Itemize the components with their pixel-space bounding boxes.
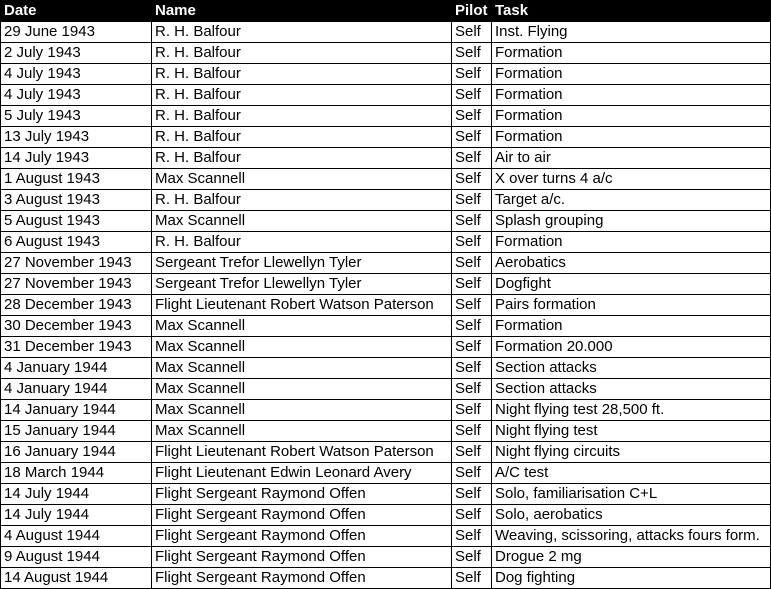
column-header-name: Name <box>152 1 452 22</box>
cell-name: R. H. Balfour <box>152 106 452 127</box>
cell-name: Flight Sergeant Raymond Offen <box>152 484 452 505</box>
cell-task: Weaving, scissoring, attacks fours form. <box>492 526 771 547</box>
cell-date: 6 August 1943 <box>1 232 152 253</box>
table-row <box>1 337 771 358</box>
cell-date: 3 August 1943 <box>1 190 152 211</box>
table-row <box>1 22 771 43</box>
cell-pilot: Self <box>452 253 492 274</box>
cell-pilot: Self <box>452 484 492 505</box>
cell-task: Formation <box>492 43 771 64</box>
cell-name: R. H. Balfour <box>152 232 452 253</box>
cell-date: 14 January 1944 <box>1 400 152 421</box>
cell-task: Section attacks <box>492 379 771 400</box>
cell-date: 1 August 1943 <box>1 169 152 190</box>
cell-pilot: Self <box>452 211 492 232</box>
cell-task: Splash grouping <box>492 211 771 232</box>
cell-name: R. H. Balfour <box>152 43 452 64</box>
cell-pilot: Self <box>452 190 492 211</box>
cell-name: R. H. Balfour <box>152 148 452 169</box>
cell-name: Max Scannell <box>152 337 452 358</box>
cell-pilot: Self <box>452 232 492 253</box>
cell-task: Night flying test 28,500 ft. <box>492 400 771 421</box>
table-row <box>1 442 771 463</box>
cell-pilot: Self <box>452 148 492 169</box>
cell-date: 4 July 1943 <box>1 85 152 106</box>
table-row <box>1 148 771 169</box>
table-body <box>1 22 771 589</box>
table-row <box>1 379 771 400</box>
cell-name: Flight Sergeant Raymond Offen <box>152 526 452 547</box>
cell-pilot: Self <box>452 295 492 316</box>
cell-pilot: Self <box>452 316 492 337</box>
table-row <box>1 526 771 547</box>
table-row <box>1 232 771 253</box>
cell-name: R. H. Balfour <box>152 64 452 85</box>
cell-name: R. H. Balfour <box>152 22 452 43</box>
table-row <box>1 253 771 274</box>
cell-date: 9 August 1944 <box>1 547 152 568</box>
table-row <box>1 85 771 106</box>
cell-task: Formation 20.000 <box>492 337 771 358</box>
column-header-task: Task <box>492 1 771 22</box>
cell-date: 29 June 1943 <box>1 22 152 43</box>
table-row <box>1 358 771 379</box>
cell-date: 16 January 1944 <box>1 442 152 463</box>
cell-task: Night flying test <box>492 421 771 442</box>
table-row <box>1 421 771 442</box>
cell-task: Air to air <box>492 148 771 169</box>
table-row <box>1 295 771 316</box>
cell-date: 13 July 1943 <box>1 127 152 148</box>
cell-name: Sergeant Trefor Llewellyn Tyler <box>152 274 452 295</box>
cell-date: 4 August 1944 <box>1 526 152 547</box>
cell-task: Pairs formation <box>492 295 771 316</box>
cell-date: 30 December 1943 <box>1 316 152 337</box>
cell-name: R. H. Balfour <box>152 190 452 211</box>
table-header <box>1 1 771 22</box>
cell-task: Formation <box>492 106 771 127</box>
cell-name: Flight Lieutenant Robert Watson Paterson <box>152 295 452 316</box>
cell-date: 15 January 1944 <box>1 421 152 442</box>
cell-pilot: Self <box>452 22 492 43</box>
table-row <box>1 169 771 190</box>
table-row <box>1 64 771 85</box>
cell-pilot: Self <box>452 169 492 190</box>
cell-pilot: Self <box>452 106 492 127</box>
cell-pilot: Self <box>452 442 492 463</box>
table-row <box>1 127 771 148</box>
cell-task: Section attacks <box>492 358 771 379</box>
cell-date: 4 January 1944 <box>1 379 152 400</box>
table-row <box>1 505 771 526</box>
table-row <box>1 43 771 64</box>
table-row <box>1 190 771 211</box>
cell-pilot: Self <box>452 274 492 295</box>
cell-pilot: Self <box>452 505 492 526</box>
table-row <box>1 484 771 505</box>
cell-task: Inst. Flying <box>492 22 771 43</box>
cell-date: 18 March 1944 <box>1 463 152 484</box>
cell-task: Formation <box>492 127 771 148</box>
cell-task: Formation <box>492 232 771 253</box>
cell-date: 5 August 1943 <box>1 211 152 232</box>
table-row <box>1 316 771 337</box>
cell-task: Solo, aerobatics <box>492 505 771 526</box>
cell-task: Aerobatics <box>492 253 771 274</box>
table-row <box>1 547 771 568</box>
cell-pilot: Self <box>452 337 492 358</box>
column-header-pilot: Pilot <box>452 1 492 22</box>
cell-task: Formation <box>492 64 771 85</box>
cell-date: 4 July 1943 <box>1 64 152 85</box>
cell-pilot: Self <box>452 421 492 442</box>
cell-task: A/C test <box>492 463 771 484</box>
cell-name: Max Scannell <box>152 379 452 400</box>
cell-task: Dog fighting <box>492 568 771 589</box>
cell-name: Max Scannell <box>152 316 452 337</box>
cell-name: Flight Sergeant Raymond Offen <box>152 505 452 526</box>
cell-name: Max Scannell <box>152 211 452 232</box>
cell-date: 31 December 1943 <box>1 337 152 358</box>
cell-date: 14 July 1943 <box>1 148 152 169</box>
cell-name: Flight Lieutenant Robert Watson Paterson <box>152 442 452 463</box>
table-row <box>1 274 771 295</box>
cell-pilot: Self <box>452 358 492 379</box>
cell-name: Flight Sergeant Raymond Offen <box>152 568 452 589</box>
cell-pilot: Self <box>452 400 492 421</box>
cell-name: Max Scannell <box>152 169 452 190</box>
cell-name: Flight Sergeant Raymond Offen <box>152 547 452 568</box>
cell-task: Solo, familiarisation C+L <box>492 484 771 505</box>
cell-name: Max Scannell <box>152 358 452 379</box>
cell-date: 4 January 1944 <box>1 358 152 379</box>
cell-pilot: Self <box>452 463 492 484</box>
cell-pilot: Self <box>452 64 492 85</box>
cell-pilot: Self <box>452 379 492 400</box>
table-row <box>1 463 771 484</box>
cell-task: Dogfight <box>492 274 771 295</box>
cell-pilot: Self <box>452 547 492 568</box>
header-row <box>1 1 771 22</box>
cell-date: 27 November 1943 <box>1 274 152 295</box>
cell-date: 14 July 1944 <box>1 505 152 526</box>
cell-task: Night flying circuits <box>492 442 771 463</box>
table-row <box>1 106 771 127</box>
cell-date: 14 July 1944 <box>1 484 152 505</box>
cell-pilot: Self <box>452 568 492 589</box>
cell-task: Formation <box>492 85 771 106</box>
cell-date: 2 July 1943 <box>1 43 152 64</box>
table-row <box>1 211 771 232</box>
table-row <box>1 400 771 421</box>
cell-name: R. H. Balfour <box>152 127 452 148</box>
cell-name: Max Scannell <box>152 400 452 421</box>
cell-task: X over turns 4 a/c <box>492 169 771 190</box>
cell-pilot: Self <box>452 85 492 106</box>
cell-name: Max Scannell <box>152 421 452 442</box>
cell-task: Drogue 2 mg <box>492 547 771 568</box>
cell-date: 5 July 1943 <box>1 106 152 127</box>
cell-pilot: Self <box>452 526 492 547</box>
cell-task: Formation <box>492 316 771 337</box>
cell-date: 28 December 1943 <box>1 295 152 316</box>
cell-date: 27 November 1943 <box>1 253 152 274</box>
cell-task: Target a/c. <box>492 190 771 211</box>
cell-pilot: Self <box>452 127 492 148</box>
cell-date: 14 August 1944 <box>1 568 152 589</box>
table-row <box>1 568 771 589</box>
cell-name: R. H. Balfour <box>152 85 452 106</box>
column-header-date: Date <box>1 1 152 22</box>
cell-pilot: Self <box>452 43 492 64</box>
cell-name: Flight Lieutenant Edwin Leonard Avery <box>152 463 452 484</box>
cell-name: Sergeant Trefor Llewellyn Tyler <box>152 253 452 274</box>
